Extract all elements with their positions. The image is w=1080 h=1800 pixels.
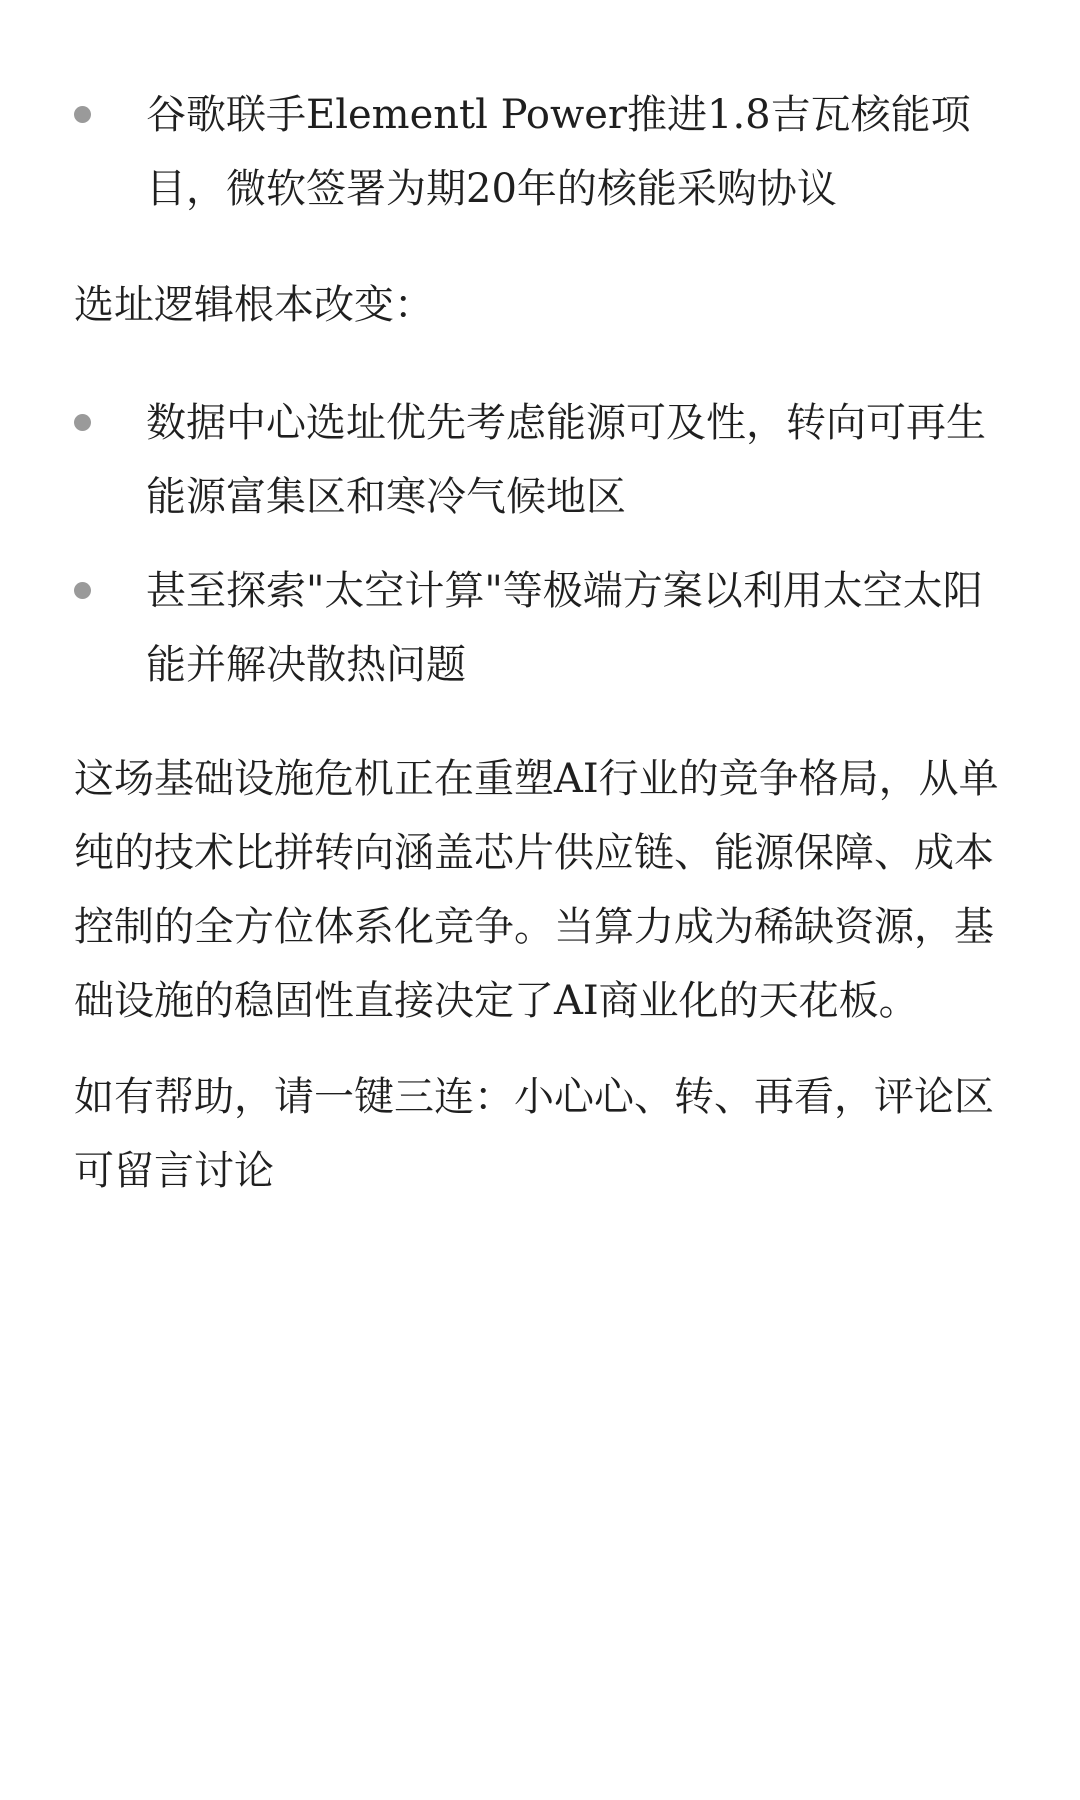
bullet-text: 数据中心选址优先考虑能源可及性，转向可再生能源富集区和寒冷气候地区 xyxy=(146,400,986,520)
bullet-item-space-computing xyxy=(74,554,1014,702)
bullet-dot-icon xyxy=(74,582,91,599)
bullet-text: 谷歌联手Elementl Power推进1.8吉瓦核能项目，微软签署为期20年的核能采购协议 xyxy=(146,92,971,212)
section-heading-site-selection: 选址逻辑根本改变： xyxy=(74,282,434,328)
bullet-list-site-selection xyxy=(74,386,1014,702)
bullet-dot-icon xyxy=(74,106,91,123)
bullet-item-nuclear-deals xyxy=(74,78,1014,226)
bullet-list-nuclear xyxy=(74,78,1014,226)
bullet-item-energy-access xyxy=(74,386,1014,534)
bullet-dot-icon xyxy=(74,414,91,431)
summary-paragraph: 这场基础设施危机正在重塑AI行业的竞争格局，从单纯的技术比拼转向涵盖芯片供应链、能源保障、成本控制的全方位体系化竞争。当算力成为稀缺资源，基础设施的稳固性直接决定了AI商业化的天花板。 xyxy=(74,756,999,1024)
bullet-text: 甚至探索"太空计算"等极端方案以利用太空太阳能并解决散热问题 xyxy=(146,568,983,688)
closing-call-to-action: 如有帮助，请一键三连：小心心、转、再看，评论区可留言讨论 xyxy=(74,1074,994,1194)
